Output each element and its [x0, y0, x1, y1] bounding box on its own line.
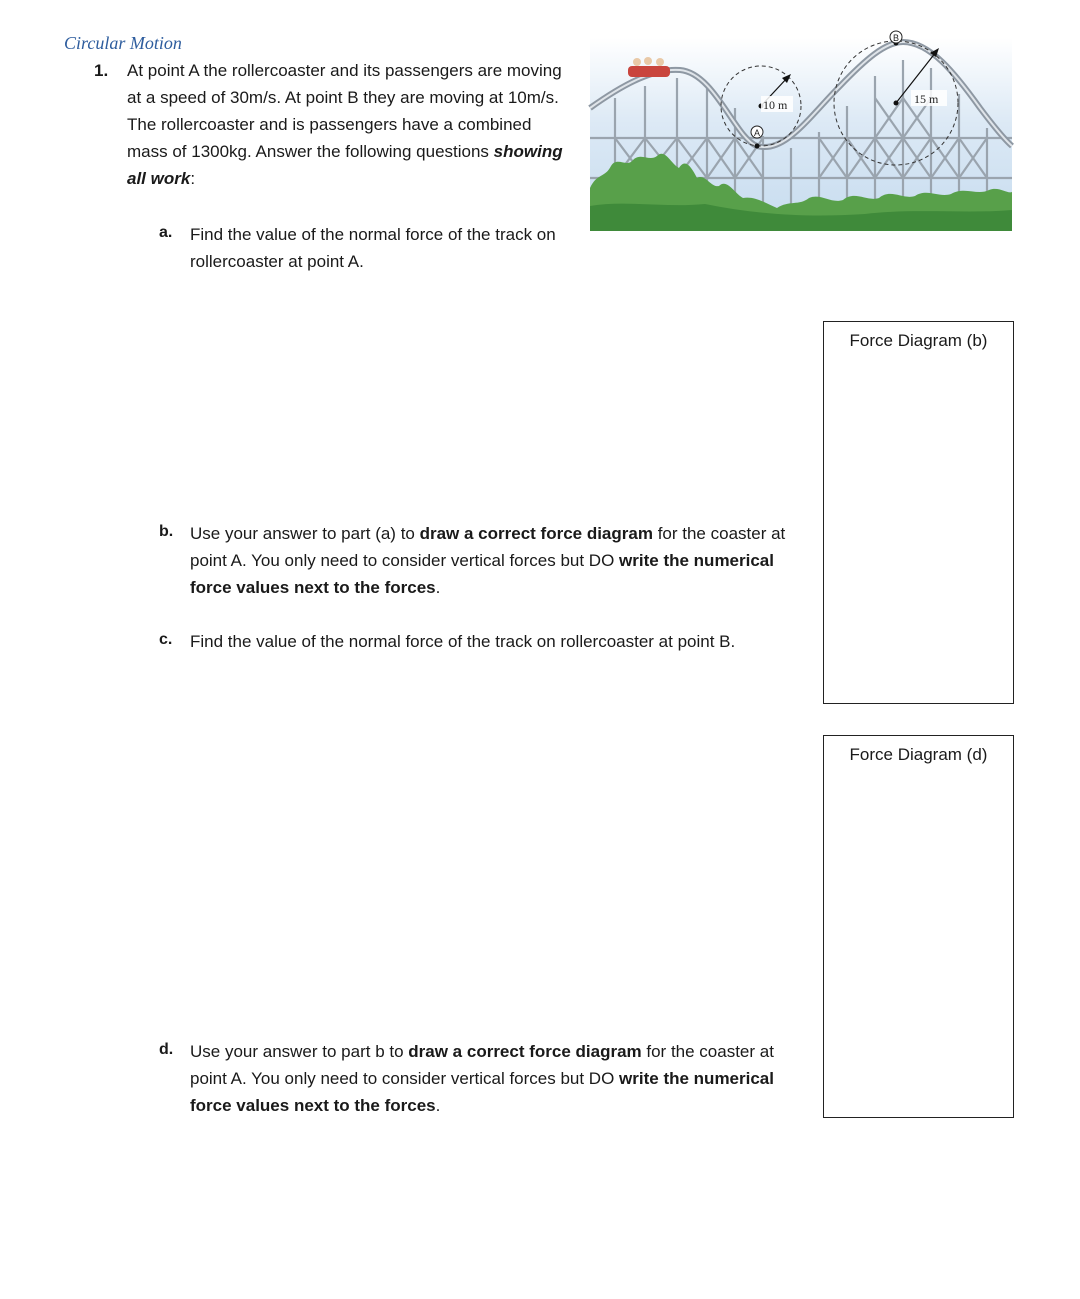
force-diagram-d-box[interactable]	[823, 735, 1014, 1118]
force-diagram-b-label: Force Diagram (b)	[849, 331, 988, 350]
part-d-bold1: draw a correct force diagram	[408, 1042, 642, 1061]
part-d-t1: Use your answer to part b to	[190, 1042, 409, 1061]
part-b-letter: b.	[159, 523, 174, 540]
point-b-label: B	[892, 33, 900, 43]
part-d-letter: d.	[159, 1041, 174, 1058]
part-d-text	[190, 1038, 815, 1119]
radius-label-a: 10 m	[763, 98, 788, 112]
point-a-label: A	[753, 128, 761, 138]
part-d-t3: .	[435, 1096, 441, 1115]
part-d-t2: for the coaster at point A. You only need to consider vertical forces but DO	[190, 1042, 774, 1088]
part-b-t2: for the coaster at point A. You only need to consider vertical forces but DO	[190, 524, 786, 570]
point-a-dot	[755, 144, 760, 149]
rollercoaster-figure	[585, 28, 1015, 231]
part-b-bold1: draw a correct force diagram	[419, 524, 653, 543]
part-b-t3: .	[435, 578, 441, 597]
radius-label-b: 15 m	[914, 92, 939, 106]
force-diagram-b-box[interactable]	[823, 321, 1014, 704]
page-heading: Circular Motion	[64, 33, 182, 53]
question-number: 1.	[94, 61, 109, 80]
part-b-text	[190, 520, 815, 601]
part-b-bold2: write the numerical force values next to the forces	[190, 551, 774, 597]
question-emphasis: showing all work	[127, 142, 563, 188]
force-diagram-d-label: Force Diagram (d)	[849, 745, 988, 764]
part-a-letter: a.	[159, 224, 173, 241]
part-c-letter: c.	[159, 631, 173, 648]
part-d-bold2: write the numerical force values next to the forces	[190, 1069, 774, 1115]
part-c-text: Find the value of the normal force of the track on rollercoaster at point B.	[190, 632, 736, 651]
part-a-text: Find the value of the normal force of the track on rollercoaster at point A.	[190, 225, 556, 271]
question-text	[127, 57, 567, 192]
question-body: At point A the rollercoaster and its passengers are moving at a speed of 30m/s. At point B they are moving at 10m/s. The rollercoaster and is passengers have a combined mass of 1300kg. Answer the following questions	[127, 61, 562, 161]
question-colon: :	[190, 169, 196, 188]
part-b-t1: Use your answer to part (a) to	[190, 524, 420, 543]
